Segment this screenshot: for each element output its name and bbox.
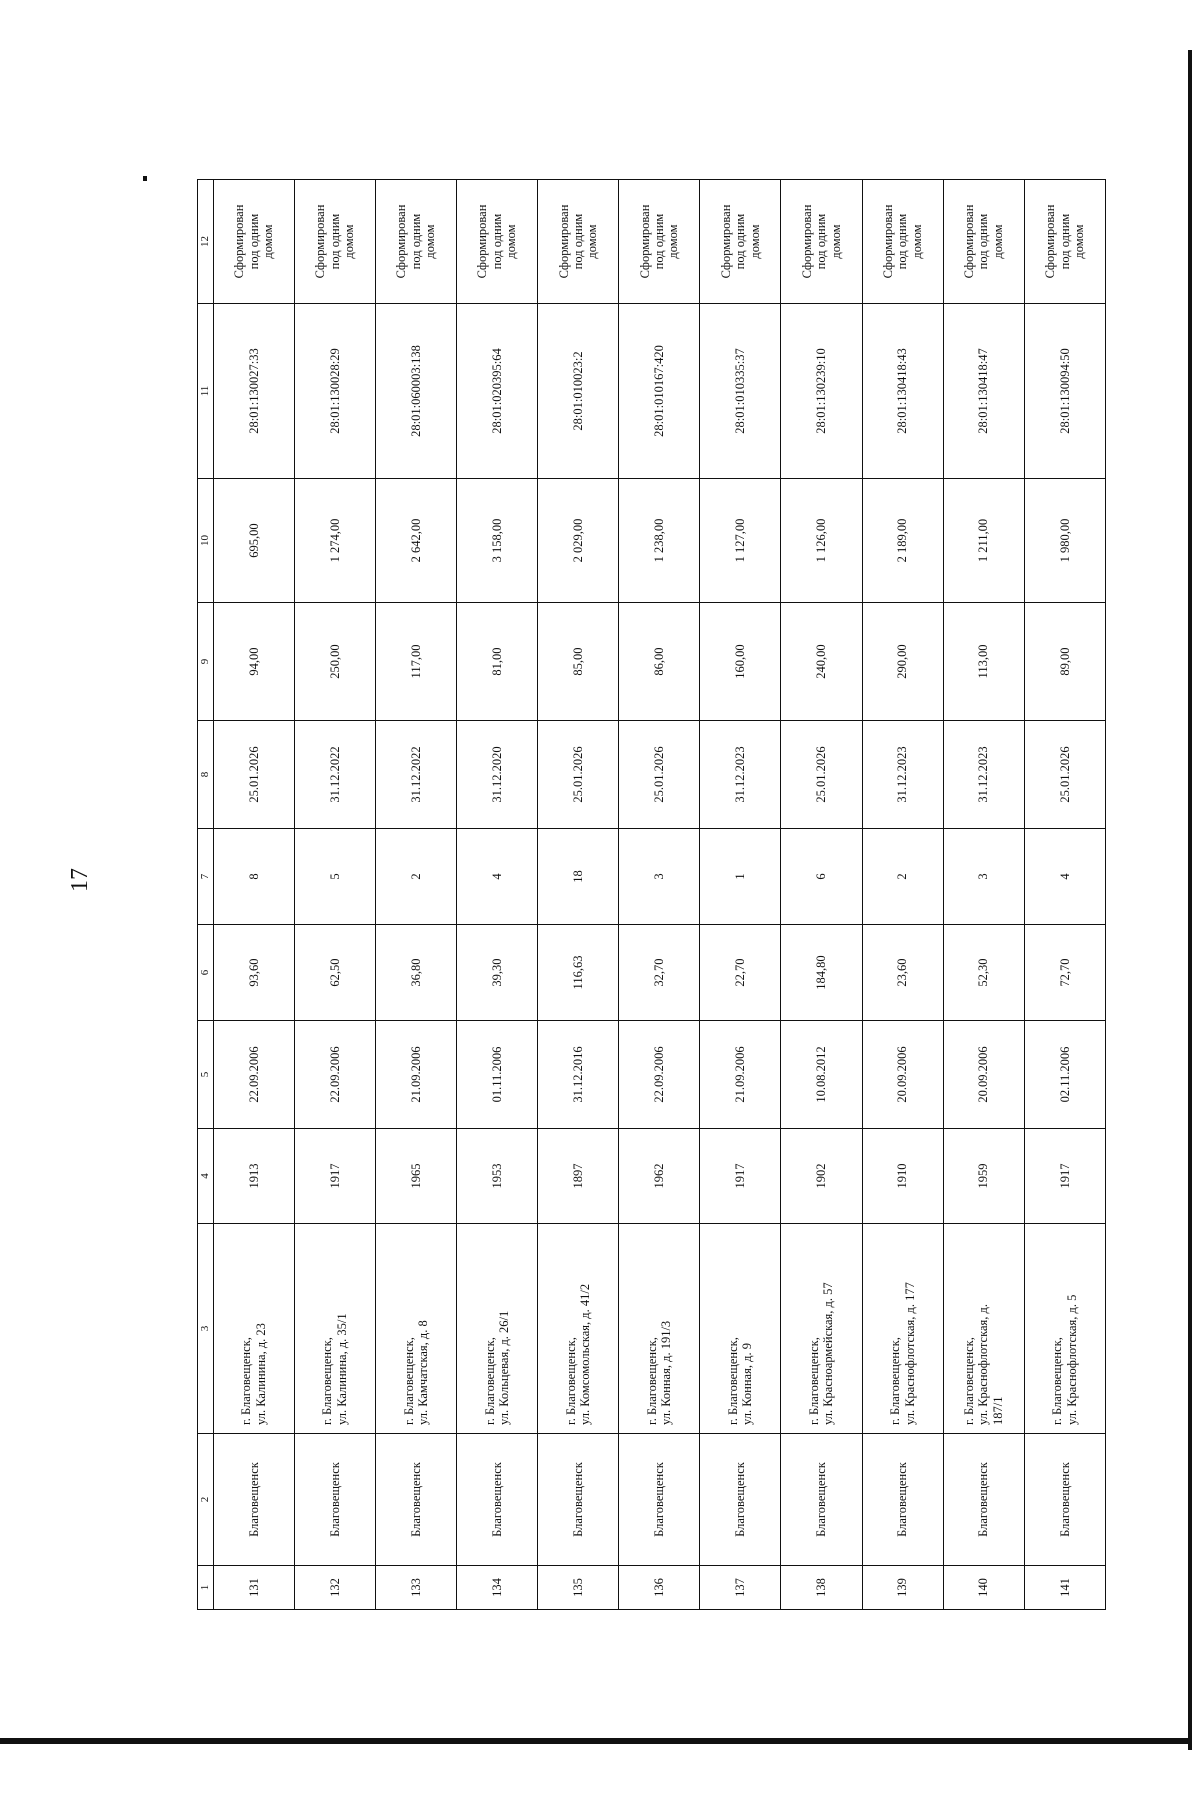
cell-cadastral-number: 28:01:130418:43 [862,304,943,479]
header-col-6: 6 [198,925,214,1021]
cell-row-index: 138 [781,1566,862,1610]
cell-land-area: 113,00 [943,603,1024,721]
cell-city: Благовещенск [619,1434,700,1566]
cell-year-built: 1965 [375,1129,456,1224]
cell-land-status: Сформирован под одним домом [1024,180,1105,304]
table-row [943,180,1024,1610]
cell-land-area: 250,00 [294,603,375,721]
table-row [781,180,862,1610]
cell-date: 21.09.2006 [375,1021,456,1129]
cell-row-index: 136 [619,1566,700,1610]
cell-land-status: Сформирован под одним домом [862,180,943,304]
cell-city: Благовещенск [781,1434,862,1566]
table-row [294,180,375,1610]
cell-land-status: Сформирован под одним домом [619,180,700,304]
cell-residents: 1 [700,829,781,925]
header-col-8: 8 [198,721,214,829]
cell-deadline: 31.12.2023 [943,721,1024,829]
cell-address: г. Благовещенск, ул. Конная, д. 191/3 [619,1224,700,1434]
cell-address: г. Благовещенск, ул. Краснофлотская, д. 5 [1024,1224,1105,1434]
cell-land-area: 94,00 [213,603,294,721]
cell-year-built: 1962 [619,1129,700,1224]
header-col-11: 11 [198,304,214,479]
cell-year-built: 1917 [294,1129,375,1224]
header-col-2: 2 [198,1434,214,1566]
cell-area: 93,60 [213,925,294,1021]
cell-area: 184,80 [781,925,862,1021]
cell-land-area-total: 1 211,00 [943,479,1024,603]
table-row [375,180,456,1610]
cell-land-status: Сформирован под одним домом [294,180,375,304]
cell-year-built: 1902 [781,1129,862,1224]
cell-row-index: 133 [375,1566,456,1610]
cell-year-built: 1953 [456,1129,537,1224]
cell-date: 22.09.2006 [619,1021,700,1129]
cell-address: г. Благовещенск, ул. Калинина, д. 35/1 [294,1224,375,1434]
cell-cadastral-number: 28:01:010167:420 [619,304,700,479]
cell-deadline: 31.12.2022 [294,721,375,829]
cell-date: 02.11.2006 [1024,1021,1105,1129]
cell-area: 72,70 [1024,925,1105,1021]
cell-land-area: 86,00 [619,603,700,721]
cell-area: 23,60 [862,925,943,1021]
cell-cadastral-number: 28:01:130028:29 [294,304,375,479]
cell-land-area-total: 695,00 [213,479,294,603]
table-row [456,180,537,1610]
cell-residents: 6 [781,829,862,925]
cell-area: 116,63 [538,925,619,1021]
cell-deadline: 25.01.2026 [538,721,619,829]
cell-date: 01.11.2006 [456,1021,537,1129]
cell-year-built: 1913 [213,1129,294,1224]
cell-land-area: 160,00 [700,603,781,721]
cell-row-index: 134 [456,1566,537,1610]
cell-residents: 3 [943,829,1024,925]
cell-residents: 4 [1024,829,1105,925]
cell-city: Благовещенск [1024,1434,1105,1566]
cell-cadastral-number: 28:01:020395:64 [456,304,537,479]
cell-city: Благовещенск [700,1434,781,1566]
cell-cadastral-number: 28:01:130239:10 [781,304,862,479]
cell-land-status: Сформирован под одним домом [456,180,537,304]
cell-land-status: Сформирован под одним домом [943,180,1024,304]
cell-address: г. Благовещенск, ул. Кольцевая, д. 26/1 [456,1224,537,1434]
cell-date: 31.12.2016 [538,1021,619,1129]
header-col-1: 1 [198,1566,214,1610]
cell-address: г. Благовещенск, ул. Краснофлотская, д. 187/1 [943,1224,1024,1434]
cell-cadastral-number: 28:01:130418:47 [943,304,1024,479]
cell-date: 22.09.2006 [213,1021,294,1129]
cell-area: 39,30 [456,925,537,1021]
cell-land-area-total: 2 189,00 [862,479,943,603]
cell-date: 21.09.2006 [700,1021,781,1129]
cell-land-status: Сформирован под одним домом [375,180,456,304]
cell-land-area-total: 1 980,00 [1024,479,1105,603]
header-col-10: 10 [198,479,214,603]
cell-cadastral-number: 28:01:130094:50 [1024,304,1105,479]
cell-year-built: 1917 [1024,1129,1105,1224]
cell-land-status: Сформирован под одним домом [700,180,781,304]
header-col-12: 12 [198,180,214,304]
cell-date: 20.09.2006 [943,1021,1024,1129]
cell-row-index: 139 [862,1566,943,1610]
header-col-9: 9 [198,603,214,721]
cell-row-index: 131 [213,1566,294,1610]
cell-land-status: Сформирован под одним домом [538,180,619,304]
cell-cadastral-number: 28:01:010335:37 [700,304,781,479]
cell-deadline: 31.12.2023 [700,721,781,829]
cell-residents: 2 [862,829,943,925]
cell-cadastral-number: 28:01:010023:2 [538,304,619,479]
cell-deadline: 25.01.2026 [1024,721,1105,829]
cell-land-status: Сформирован под одним домом [781,180,862,304]
table-row [700,180,781,1610]
table-row [213,180,294,1610]
cell-land-area-total: 3 158,00 [456,479,537,603]
cell-land-area: 290,00 [862,603,943,721]
cell-area: 36,80 [375,925,456,1021]
cell-land-area-total: 2 029,00 [538,479,619,603]
table-row [862,180,943,1610]
cell-area: 62,50 [294,925,375,1021]
cell-year-built: 1959 [943,1129,1024,1224]
cell-row-index: 132 [294,1566,375,1610]
cell-address: г. Благовещенск, ул. Камчатская, д. 8 [375,1224,456,1434]
scan-border-right [1188,50,1192,1750]
scan-border-bottom [0,1738,1192,1744]
cell-year-built: 1917 [700,1129,781,1224]
cell-residents: 2 [375,829,456,925]
cell-city: Благовещенск [294,1434,375,1566]
cell-deadline: 31.12.2020 [456,721,537,829]
table-body [213,180,1105,1610]
table-row [538,180,619,1610]
cell-city: Благовещенск [213,1434,294,1566]
cell-residents: 5 [294,829,375,925]
cell-land-area: 89,00 [1024,603,1105,721]
cell-area: 52,30 [943,925,1024,1021]
cell-area: 22,70 [700,925,781,1021]
cell-deadline: 25.01.2026 [213,721,294,829]
cell-address: г. Благовещенск, ул. Комсомольская, д. 41/2 [538,1224,619,1434]
cell-city: Благовещенск [943,1434,1024,1566]
cell-row-index: 141 [1024,1566,1105,1610]
cell-land-area-total: 1 126,00 [781,479,862,603]
cell-address: г. Благовещенск, ул. Конная, д. 9 [700,1224,781,1434]
cell-land-area: 85,00 [538,603,619,721]
cell-land-area: 81,00 [456,603,537,721]
cell-year-built: 1910 [862,1129,943,1224]
housing-table-rotated [197,180,1106,1610]
cell-residents: 8 [213,829,294,925]
header-col-3: 3 [198,1224,214,1434]
cell-row-index: 140 [943,1566,1024,1610]
cell-city: Благовещенск [538,1434,619,1566]
cell-date: 10.08.2012 [781,1021,862,1129]
cell-address: г. Благовещенск, ул. Краснофлотская, д. 177 [862,1224,943,1434]
cell-year-built: 1897 [538,1129,619,1224]
cell-city: Благовещенск [375,1434,456,1566]
cell-land-area-total: 2 642,00 [375,479,456,603]
cell-city: Благовещенск [456,1434,537,1566]
cell-land-area-total: 1 238,00 [619,479,700,603]
housing-table [197,179,1106,1610]
table-row [619,180,700,1610]
cell-cadastral-number: 28:01:060003:138 [375,304,456,479]
cell-deadline: 25.01.2026 [619,721,700,829]
cell-address: г. Благовещенск, ул. Калинина, д. 23 [213,1224,294,1434]
cell-date: 20.09.2006 [862,1021,943,1129]
cell-address: г. Благовещенск, ул. Красноармейская, д. 57 [781,1224,862,1434]
cell-residents: 3 [619,829,700,925]
cell-deadline: 25.01.2026 [781,721,862,829]
cell-deadline: 31.12.2023 [862,721,943,829]
cell-land-area-total: 1 274,00 [294,479,375,603]
header-col-4: 4 [198,1129,214,1224]
cell-deadline: 31.12.2022 [375,721,456,829]
cell-date: 22.09.2006 [294,1021,375,1129]
page-number: 17 [67,868,93,892]
header-col-7: 7 [198,829,214,925]
table-header-row [198,180,214,1610]
cell-residents: 4 [456,829,537,925]
cell-row-index: 137 [700,1566,781,1610]
cell-row-index: 135 [538,1566,619,1610]
cell-land-area: 117,00 [375,603,456,721]
cell-cadastral-number: 28:01:130027:33 [213,304,294,479]
cell-land-area-total: 1 127,00 [700,479,781,603]
cell-land-status: Сформирован под одним домом [213,180,294,304]
header-col-5: 5 [198,1021,214,1129]
cell-residents: 18 [538,829,619,925]
cell-land-area: 240,00 [781,603,862,721]
cell-area: 32,70 [619,925,700,1021]
table-row [1024,180,1105,1610]
scan-speck [143,176,147,181]
cell-city: Благовещенск [862,1434,943,1566]
